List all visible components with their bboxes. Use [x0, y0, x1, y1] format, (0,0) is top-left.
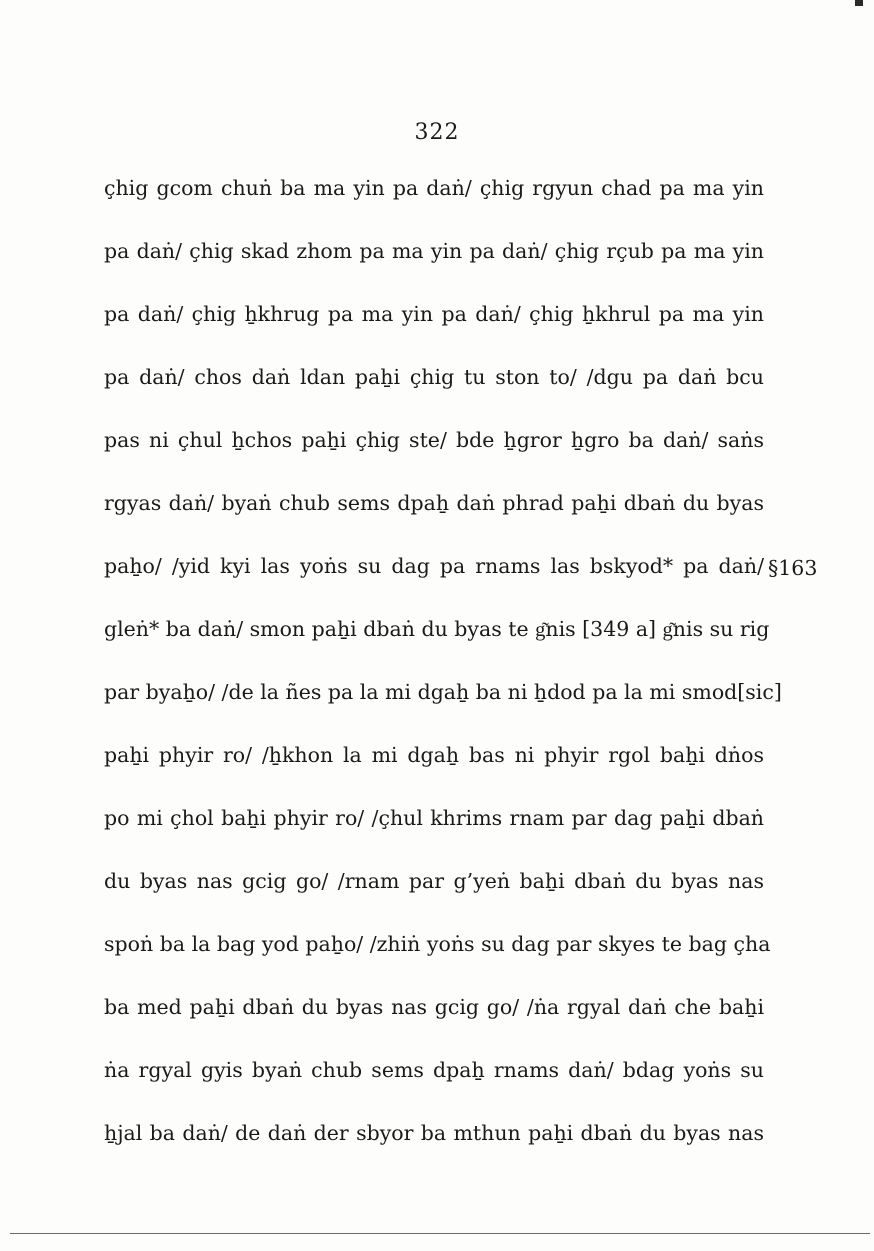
text-line: pa daṅ/ çhig skad zhom pa ma yin pa daṅ/ çhig rçub pa ma yin [104, 239, 764, 263]
text-line: pa daṅ/ chos daṅ ldan paẖi çhig tu ston to/ /dgu pa daṅ bcu [104, 365, 764, 389]
text-line: po mi çhol baẖi phyir ro/ /çhul khrims rnam par dag paẖi dbaṅ [104, 806, 764, 830]
text-line: çhig gcom chuṅ ba ma yin pa daṅ/ çhig rgyun chad pa ma yin [104, 176, 764, 200]
page-number: 322 [414, 120, 460, 145]
text-line: ba med paẖi dbaṅ du byas nas gcig go/ /ṅa rgyal daṅ che baẖi [104, 995, 764, 1019]
text-line: spoṅ ba la bag yod paẖo/ /zhiṅ yoṅs su dag par skyes te bag çha [104, 932, 771, 956]
body-text [104, 172, 782, 1180]
text-line: ẖjal ba daṅ/ de daṅ der sbyor ba mthun paẖi dbaṅ du byas nas [104, 1121, 764, 1145]
text-line: ṅa rgyal gyis byaṅ chub sems dpaẖ rnams daṅ/ bdag yoṅs su [104, 1058, 764, 1082]
text-line: pa daṅ/ çhig ẖkhrug pa ma yin pa daṅ/ çhig ẖkhrul pa ma yin [104, 302, 764, 326]
text-line: du byas nas gcig go/ /rnam par g’yeṅ baẖi dbaṅ du byas nas [104, 869, 764, 893]
section-marker: §163 [768, 556, 818, 580]
text-line: par byaẖo/ /de la ñes pa la mi dgaẖ ba ni ẖdod pa la mi smod[sic] [104, 680, 782, 704]
text-line: paẖo/ /yid kyi las yoṅs su dag pa rnams las bskyod* pa daṅ/ [104, 554, 764, 578]
text-line: paẖi phyir ro/ /ẖkhon la mi dgaẖ bas ni phyir rgol baẖi dṅos [104, 743, 764, 767]
scan-mark [855, 0, 863, 6]
text-line: pas ni çhul ẖchos paẖi çhig ste/ bde ẖgror ẖgro ba daṅ/ saṅs [104, 428, 764, 452]
text-line: rgyas daṅ/ byaṅ chub sems dpaẖ daṅ phrad paẖi dbaṅ du byas [104, 491, 764, 515]
text-line: gleṅ* ba daṅ/ smon paẖi dbaṅ du byas te g͂nis [349 a] g͂nis su rig [104, 617, 770, 641]
bottom-rule [10, 1233, 870, 1234]
